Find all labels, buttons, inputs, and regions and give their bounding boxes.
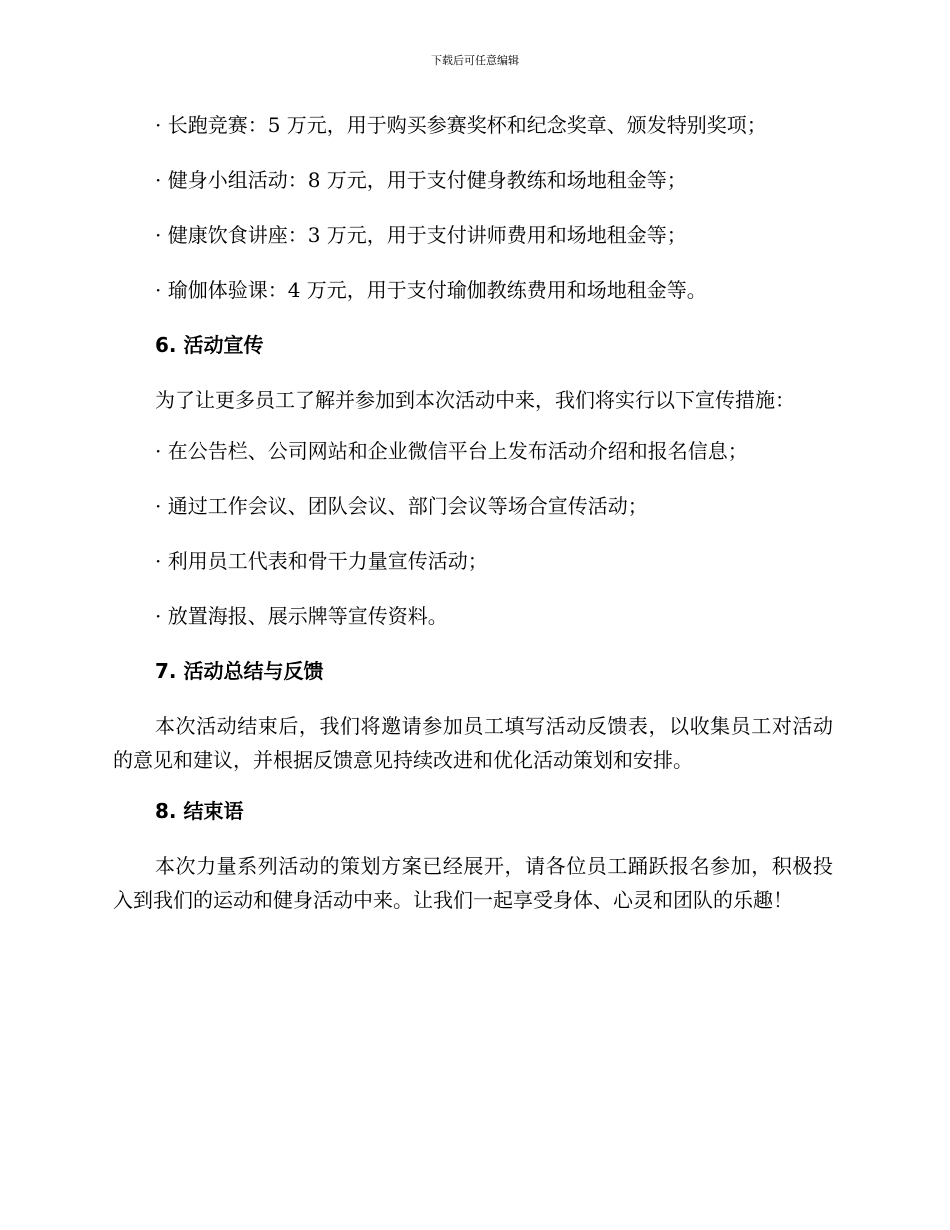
list-item: · 瑜伽体验课：4 万元，用于支付瑜伽教练费用和场地租金等。 bbox=[155, 278, 707, 302]
section-heading-closing: 8. 结束语 bbox=[155, 799, 244, 823]
list-item: · 长跑竞赛：5 万元，用于购买参赛奖杯和纪念奖章、颁发特别奖项； bbox=[155, 113, 767, 137]
section-paragraph-summary: 本次活动结束后，我们将邀请参加员工填写活动反馈表，以收集员工对活动的意见和建议，并根据反馈意见持续改进和优化活动策划和安排。 bbox=[113, 714, 833, 772]
section-heading-publicity: 6. 活动宣传 bbox=[155, 333, 264, 357]
publicity-list bbox=[113, 434, 833, 654]
list-item: · 健身小组活动：8 万元，用于支付健身教练和场地租金等； bbox=[155, 168, 687, 192]
list-item: · 通过工作会议、团队会议、部门会议等场合宣传活动； bbox=[155, 494, 648, 518]
list-item: · 健康饮食讲座：3 万元，用于支付讲师费用和场地租金等； bbox=[155, 223, 687, 247]
section-paragraph-publicity: 为了让更多员工了解并参加到本次活动中来，我们将实行以下宣传措施： bbox=[155, 388, 795, 412]
list-item: · 在公告栏、公司网站和企业微信平台上发布活动介绍和报名信息； bbox=[155, 439, 748, 463]
section-paragraph-closing: 本次力量系列活动的策划方案已经展开，请各位员工踊跃报名参加，积极投入到我们的运动和健身活动中来。让我们一起享受身体、心灵和团队的乐趣！ bbox=[113, 854, 833, 912]
section-heading-summary: 7. 活动总结与反馈 bbox=[155, 659, 324, 683]
budget-list bbox=[113, 108, 833, 328]
header-note: 下载后可任意编辑 bbox=[431, 54, 519, 67]
document-body bbox=[113, 108, 833, 934]
list-item: · 利用员工代表和骨干力量宣传活动； bbox=[155, 549, 488, 573]
list-item: · 放置海报、展示牌等宣传资料。 bbox=[155, 604, 448, 628]
